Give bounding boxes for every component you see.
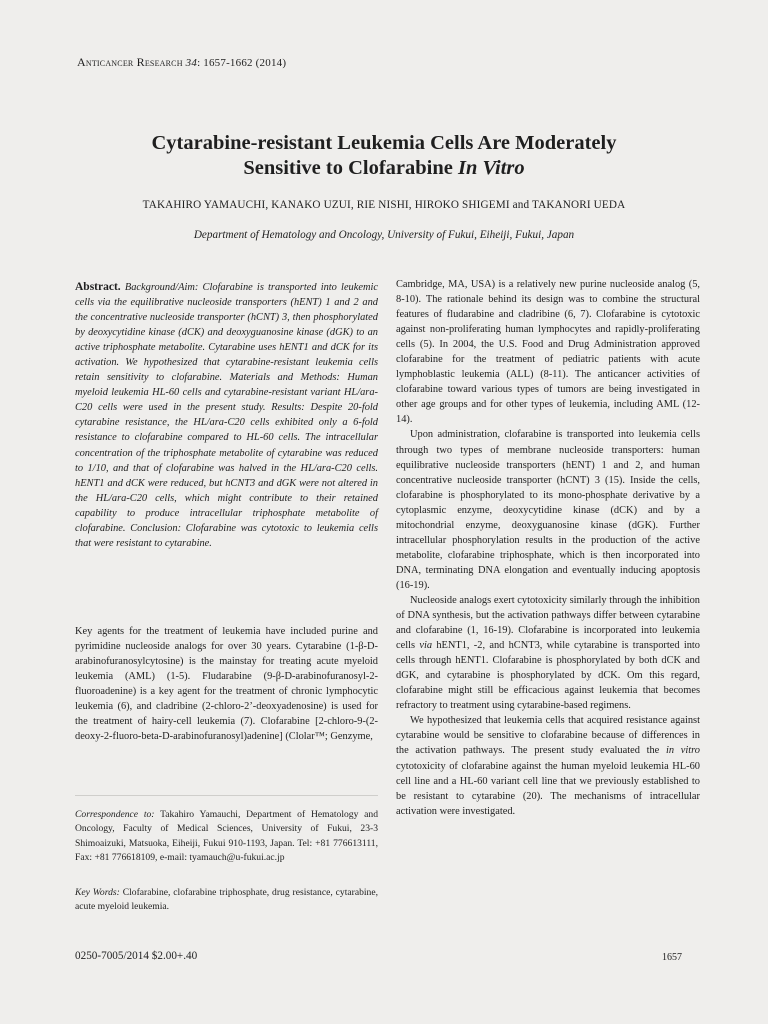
title-italic: In Vitro: [458, 157, 525, 179]
abstract-heading: Abstract.: [75, 281, 121, 293]
affiliation: Department of Hematology and Oncology, University of Fukui, Eiheiji, Fukui, Japan: [193, 229, 575, 241]
keywords-text: Clofarabine, clofarabine triphosphate, drug resistance, cytarabine, acute myeloid leukemia.: [75, 887, 378, 913]
volume: 34: [185, 57, 198, 69]
footnote-divider: [75, 795, 378, 796]
right-paragraph-2: Upon administration, clofarabine is transported into leukemia cells through two types of membrane nucleoside transporters: human equilibrative nucleoside transporters (hENT) 1 and 2, and human concentrative nucleoside transporter (hCNT) 3 (15). Inside the cells, clofarabine is phosphorylated to its mono-phosphate derivative by a cytoplasmic enzyme, deoxycytidine kinase (dCK) and by a mitochondrial enzyme, deoxyguanosine kinase (dGK). Further intracellular phosphorylation results in the production of the active metabolite, clofarabine triphosphate, which is then incorporated into DNA, terminating DNA elongation and eventually inducing apoptosis (16-19).: [396, 429, 700, 591]
correspondence-text: Takahiro Yamauchi, Department of Hematology and Oncology, Faculty of Medical Sciences, University of Fukui, 23-3 Shimoaizuki, Matsuoka, Eiheiji, Fukui 910-1193, Japan. Tel: +81 776613111, Fax: +81 776618109, e-mail: tyamauch@u-fukui.ac.jp: [75, 809, 378, 864]
abstract: [75, 280, 378, 551]
keywords-note: [75, 886, 378, 915]
title-line-2-text: Sensitive to Clofarabine: [243, 157, 458, 179]
right-paragraph-3: [396, 593, 700, 713]
correspondence-note: [75, 808, 378, 866]
journal-name: Anticancer Research: [77, 55, 183, 69]
intro-left-column: [75, 624, 378, 744]
running-head: [77, 55, 286, 70]
page-range: : 1657-1662 (2014): [197, 57, 287, 69]
right-paragraph-4: [396, 713, 700, 818]
page-number: 1657: [662, 952, 682, 963]
p4-text-b: cytotoxicity of clofarabine against the human myeloid leukemia HL-60 cell line and a HL-60 variant cell line that we previously established to be resistant to cytarabine (20). The mechanisms of intracellular activation were investigated.: [396, 760, 700, 817]
author-list: TAKAHIRO YAMAUCHI, KANAKO UZUI, RIE NISHI, HIROKO SHIGEMI and TAKANORI UEDA: [142, 199, 626, 211]
p4-text-a: We hypothesized that leukemia cells that acquired resistance against cytarabine would be sensitive to clofarabine because of differences in the activation pathways. The present study evaluated the: [396, 715, 700, 757]
correspondence-label: Correspondence to:: [75, 809, 155, 820]
intro-paragraph: Key agents for the treatment of leukemia have included purine and pyrimidine nucleoside analogs for over 30 years. Cytarabine (1-β-D-arabinofuranosylcytosine) is the mainstay for treating acute myeloid leukemia (AML) (1-5). Fludarabine (9-β-D-arabinofuranosyl-2-fluoroadenine) is a key agent for the treatment of chronic lymphocytic leukemia (6), and cladribine (2-chloro-2’-deoxyadenosine) is used for the treatment of hairy-cell leukemia (7). Clofarabine [2-chloro-9-(2-deoxy-2-fluoro-beta-D-arabinofuranosyl)adenine] (Clolar™; Genzyme,: [75, 626, 378, 743]
p3-text-b: hENT1, -2, and hCNT3, while cytarabine is transported into cells through hENT1. Clofarabine is phosphorylated by both dCK and dGK, and cytarabine is phosphorylated by dCK. Om this regard, clofarabine might still be efficacious against leukemia that becomes refractory to treatment using cytarabine-based regimens.: [396, 640, 700, 712]
p3-via: via: [419, 640, 433, 652]
title-line-2: [60, 156, 708, 181]
right-paragraph-1: Cambridge, MA, USA) is a relatively new purine nucleoside analog (5, 8-10). The rationale behind its design was to combine the structural features of fludarabine and cladribine (6, 7). Clofarabine is cytotoxic against non-proliferating human lymphocytes and rapidly-proliferating cells (5). In 2004, the U.S. Food and Drug Administration approved clofarabine for the treatment of pediatric patients with acute lymphoblastic leukemia (ALL) (8-11). The anticancer activities of clofarabine toward various types of tumors are being investigated in other age groups and for other types of leukemia, including AML (12-14).: [396, 279, 700, 426]
article-title: [60, 131, 708, 181]
price-code: 0250-7005/2014 $2.00+.40: [75, 950, 198, 962]
keywords-label: Key Words:: [75, 887, 120, 898]
p3-text-a: Nucleoside analogs exert cytotoxicity similarly through the inhibition of DNA synthesis, but the activation pathways differ between cytarabine and clofarabine (1, 16-19). Clofarabine is incorporated into leukemia cells: [396, 594, 700, 652]
title-line-1: Cytarabine-resistant Leukemia Cells Are Moderately: [151, 132, 617, 154]
p4-in-vitro: in vitro: [665, 745, 700, 757]
abstract-text: Background/Aim: Clofarabine is transported into leukemic cells via the equilibrative nucleoside transporters (hENT) 1 and 2 and the concentrative nucleoside transporter (hCNT) 3, then phosphorylated by deoxycytidine kinase (dCK) and deoxyguanosine kinase (dGK) to an active triphosphate metabolite. Cytarabine uses hENT1 and dCK for its activation. We hypothesized that cytarabine-resistant leukemia cells retain sensitivity to clofarabine. Materials and Methods: Human myeloid leukemia HL-60 cells and cytarabine-resistant variant HL/ara-C20 cells were used in the present study. Results: Despite 20-fold cytarabine resistance, the HL/ara-C20 cells exhibited only a 6-fold resistance to clofarabine compared to HL-60 cells. The intracellular concentration of the triphosphate metabolite of cytarabine was reduced to 1/10, and that of clofarabine was halved in the HL/ara-C20 cells. hENT1 and dCK were reduced, but hCNT3 and dGK were not altered in the HL/ara-C20 cells, which might contribute to their retained capability to produce intracellular triphosphate metabolite of clofarabine. Conclusion: Clofarabine was cytotoxic to leukemia cells that were resistant to cytarabine.: [75, 282, 378, 549]
right-column: [396, 277, 700, 819]
